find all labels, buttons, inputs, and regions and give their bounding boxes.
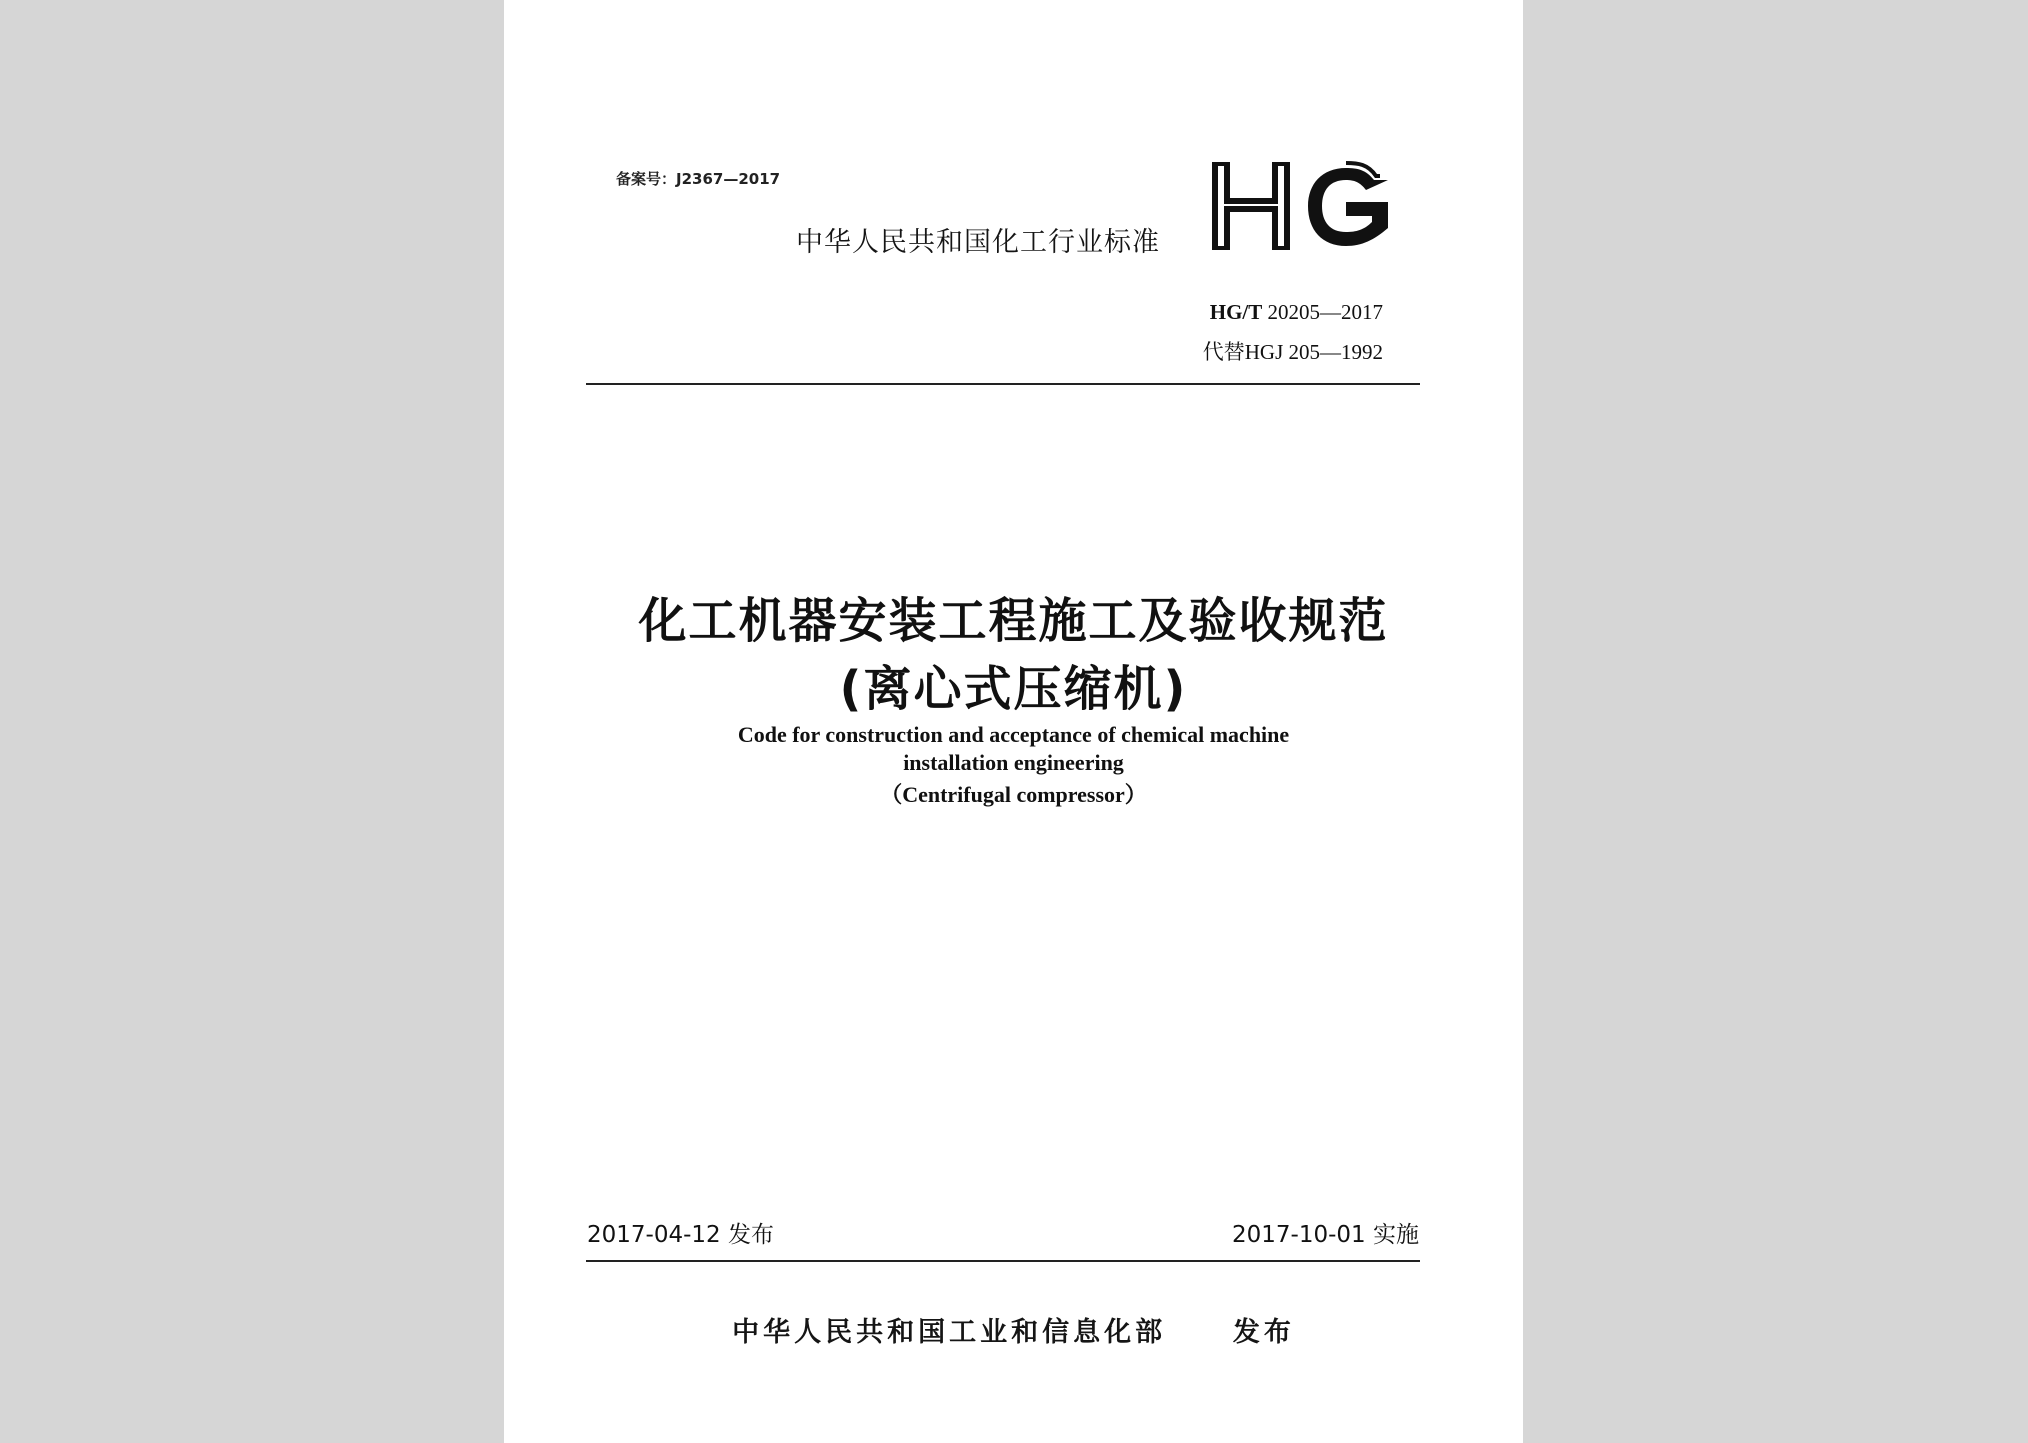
issuer-action: 发布	[1232, 1317, 1295, 1348]
footer-divider	[586, 1260, 1420, 1262]
hg-logo	[1210, 160, 1392, 252]
title-cn-line2: (离心式压缩机)	[839, 661, 1188, 717]
issuer	[504, 1310, 1523, 1349]
title-en-line2: installation engineering	[903, 750, 1124, 775]
standard-number-value: 20205—2017	[1262, 300, 1383, 324]
replaces-standard: 代替HGJ 205—1992	[1202, 340, 1383, 364]
title-en-line3: （Centrifugal compressor）	[880, 782, 1147, 807]
document-page	[504, 0, 1523, 1443]
standard-number	[1210, 300, 1383, 325]
header-divider	[586, 383, 1420, 385]
standard-prefix: HG/T	[1209, 300, 1263, 324]
effective-date: 2017-10-01 实施	[1232, 1222, 1419, 1248]
issuer-name: 中华人民共和国工业和信息化部	[732, 1317, 1167, 1348]
title-cn-line1: 化工机器安装工程施工及验收规范	[638, 593, 1389, 649]
industry-standard-label: 中华人民共和国化工行业标准	[796, 227, 1160, 258]
title-en-line1: Code for construction and acceptance of chemical machine	[737, 722, 1290, 747]
issue-date: 2017-04-12 发布	[587, 1222, 774, 1248]
filing-number: 备案号：J2367—2017	[616, 170, 781, 188]
